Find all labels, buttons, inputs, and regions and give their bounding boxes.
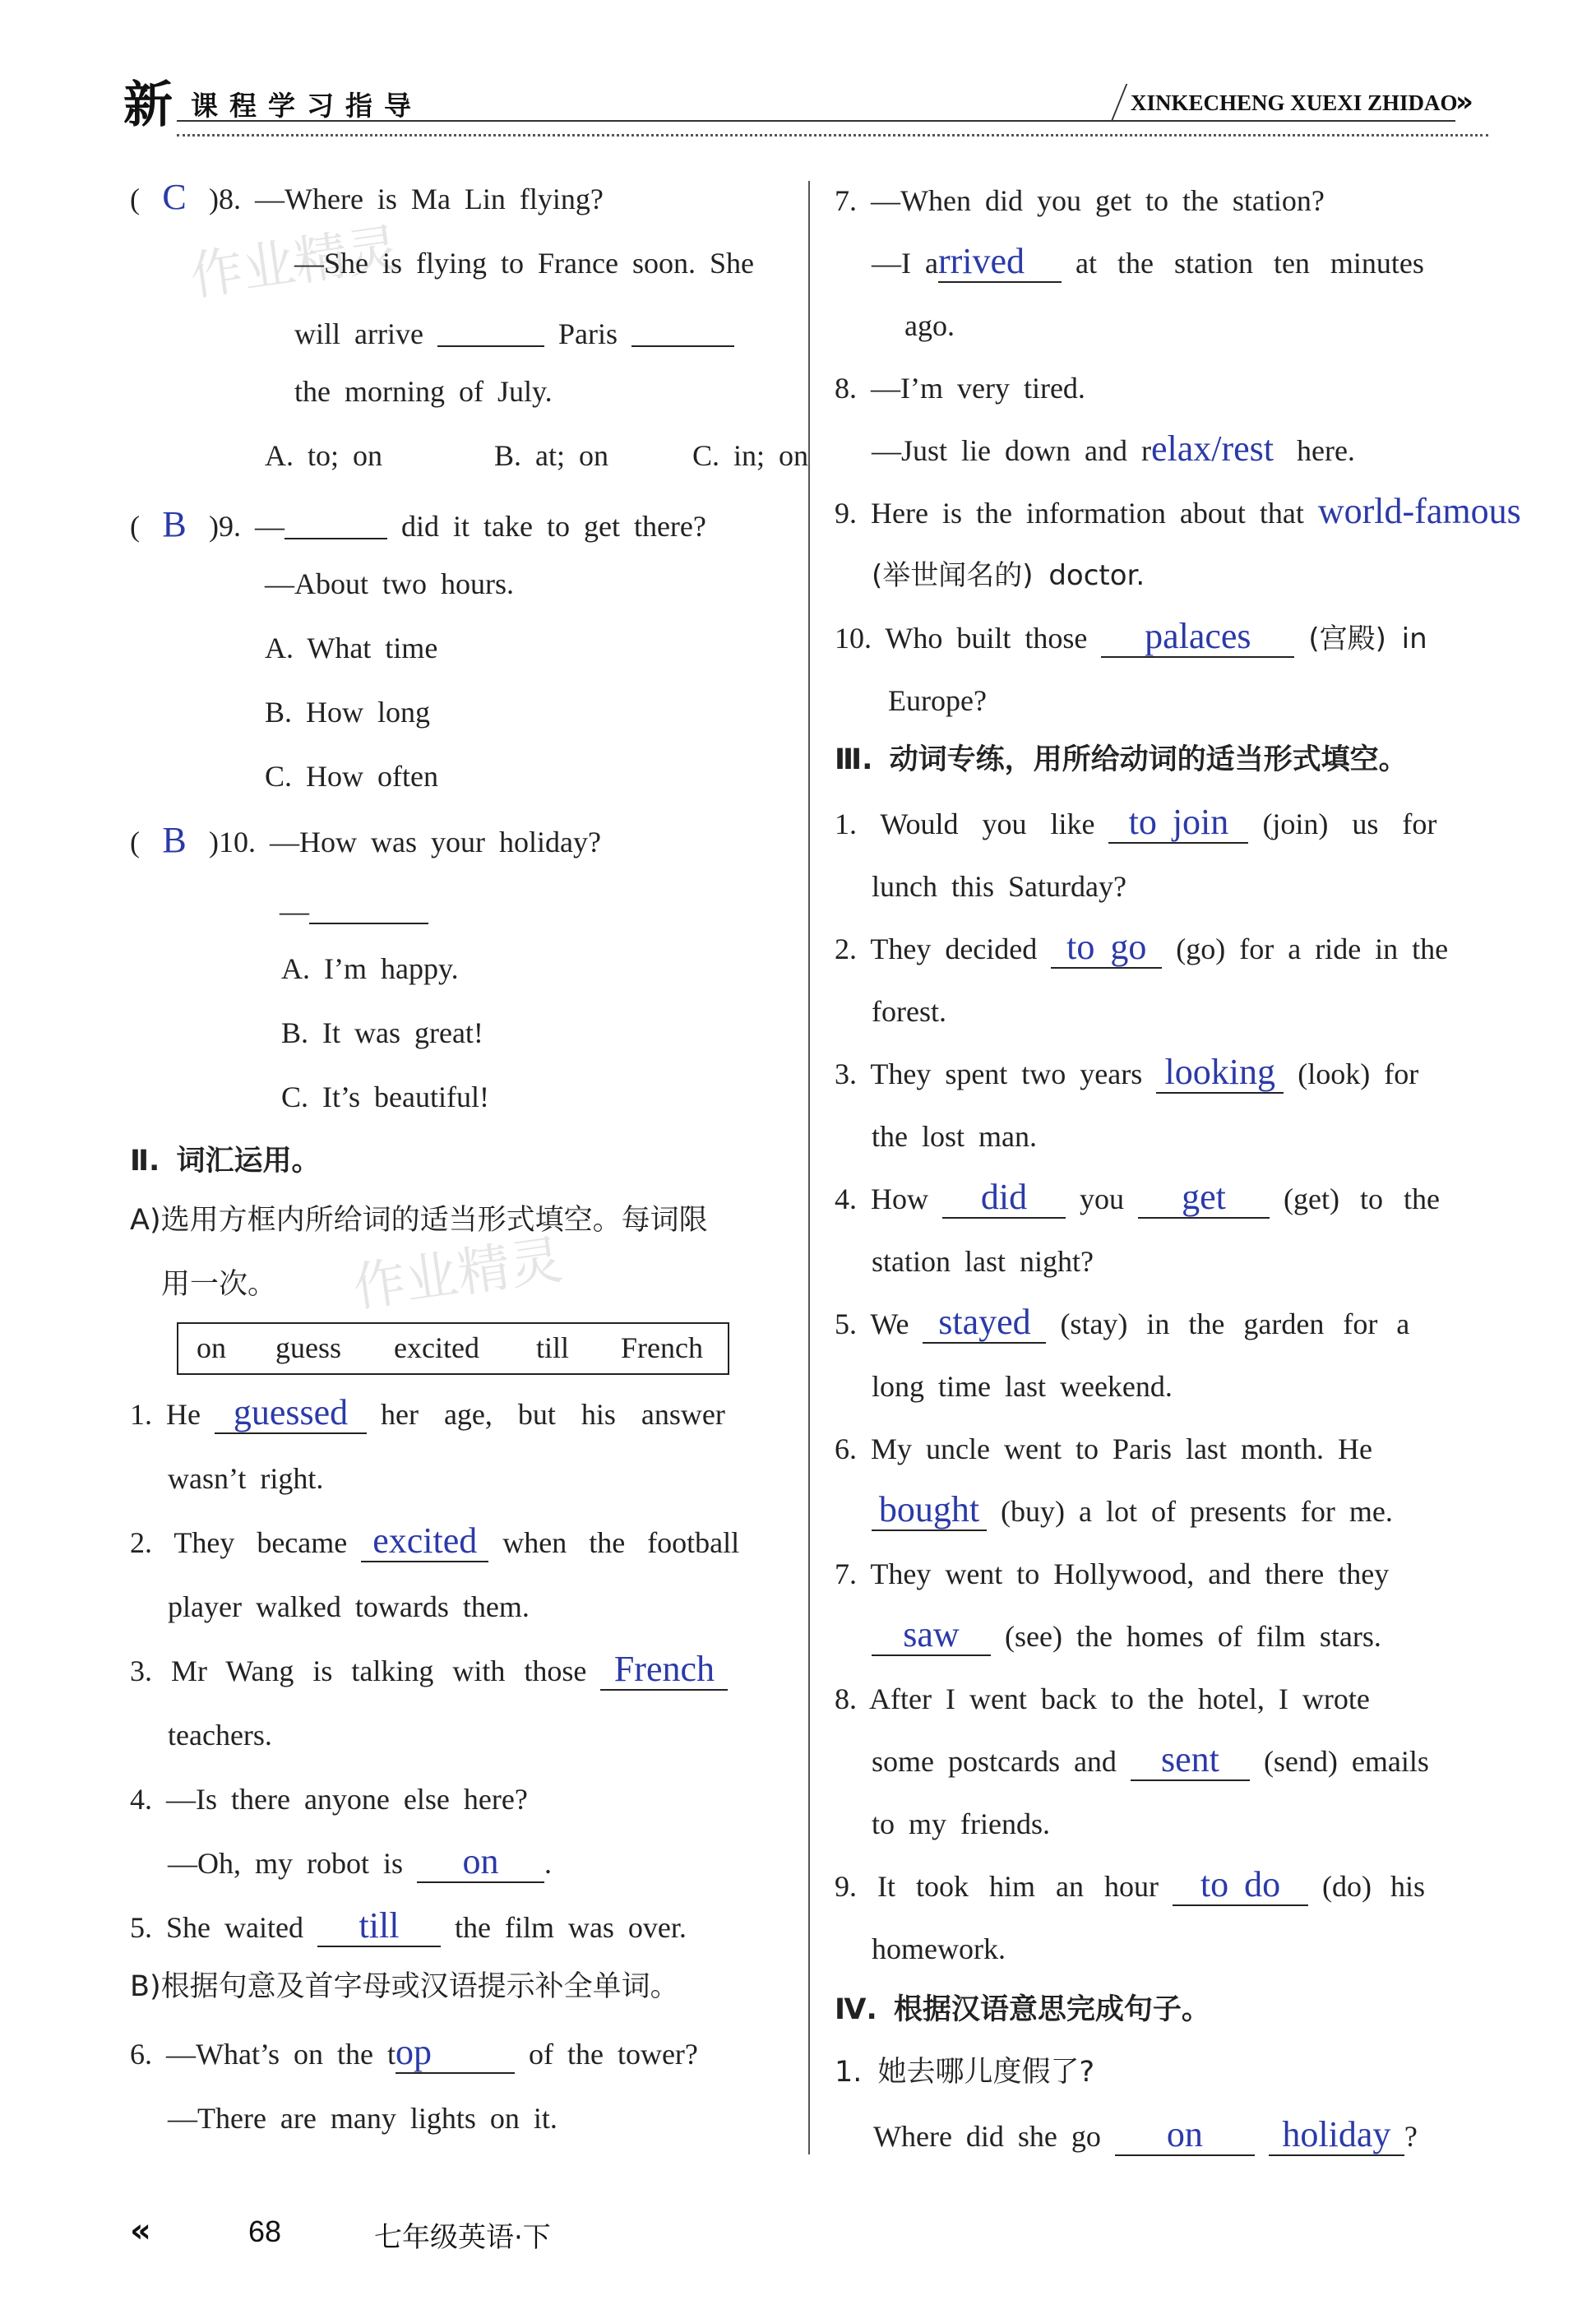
text: 5. She waited [130,1911,303,1944]
blank[interactable] [215,1392,367,1434]
text: (go) for a ride in the [1176,932,1449,965]
text: at the station ten minutes [1075,247,1424,280]
s-item-1: 1. 她去哪儿度假了? [835,2056,1095,2089]
v-item-2-line2: forest. [872,995,946,1028]
question-number: )10. [209,826,256,858]
v-item-5 [835,1302,1410,1342]
part-a-instruction-2: 用一次。 [161,1268,277,1301]
hint-letter: a [925,247,938,280]
part-b-instruction: B)根据句意及首字母或汉语提示补全单词。 [130,1970,679,2003]
text: the film was over. [454,1911,687,1944]
text: (stay) in the garden for a [1060,1307,1410,1340]
question-10-line2 [280,886,428,929]
footer-arrow-icon: « [130,2212,151,2250]
option-b: B. How long [265,696,431,729]
v-item-3-line2: the lost man. [872,1120,1037,1153]
word-box [177,1322,729,1375]
text: 10. Who built those [835,622,1088,655]
answer: to go [1066,927,1147,967]
answer: holiday [1282,2114,1391,2154]
text: (see) the homes of film stars. [1005,1620,1381,1653]
section-3-heading: Ⅲ. 动词专练，用所给动词的适当形式填空。 [835,743,1408,776]
answer: stayed [938,1302,1031,1342]
text: 2. They decided [835,932,1038,965]
header-title-cn: 课程学习指导 [191,90,423,122]
answer: till [359,1905,400,1946]
text: . [544,1847,553,1880]
blank[interactable] [942,1177,1066,1219]
option-a: A. What time [265,632,438,664]
r-item-8: 8. —I’m very tired. [835,372,1085,405]
item-4: 4. —Is there anyone else here? [130,1783,528,1816]
answer: guessed [233,1392,349,1432]
blank[interactable] [872,1489,987,1531]
text: ? [1404,2120,1418,2153]
answer: French [613,1649,715,1689]
question-9 [130,502,706,544]
text: 2. They became [130,1526,348,1559]
section-4-heading: Ⅳ. 根据汉语意思完成句子。 [835,1993,1210,2026]
text: Where did she go [873,2120,1101,2153]
v-item-1-line2: lunch this Saturday? [872,870,1126,903]
blank[interactable] [317,1905,441,1947]
answer: op [395,2032,432,2072]
answer: sent [1160,1739,1219,1779]
blank[interactable] [417,1841,544,1883]
text: — [280,895,309,928]
header-dotted-rule [177,134,1488,137]
answer: palaces [1145,616,1251,656]
v-item-7: 7. They went to Hollywood, and there they [835,1557,1390,1590]
v-item-2 [835,927,1449,967]
question-8-line4: the morning of July. [294,375,553,408]
answer-9: B [162,504,187,544]
paren-open: ( [130,826,140,858]
question-8 [130,179,604,217]
blank[interactable] [1131,1739,1250,1781]
r-item-7-line2 [872,241,1424,281]
item-3 [130,1649,728,1689]
question-number: )9. [209,510,241,543]
answer: did [980,1177,1028,1217]
option-b: B. It was great! [281,1016,483,1049]
item-4-line2 [168,1841,553,1881]
option-c: C. How often [265,760,438,793]
column-divider [808,181,810,2154]
text: 5. We [835,1307,909,1340]
question-number: )8. [209,183,241,215]
text: (send) emails [1263,1745,1429,1778]
watermark: 作业精灵 [186,218,404,308]
answer: bought [878,1489,980,1529]
blank[interactable] [1269,2114,1404,2156]
question-text: —How was your holiday? [270,826,601,858]
blank[interactable] [923,1302,1046,1344]
word-box-item: on [197,1331,226,1364]
answer: excited [372,1520,478,1561]
item-6 [130,2032,698,2072]
r-item-8-line2 [872,428,1355,469]
section-2-heading: Ⅱ. 词汇运用。 [130,1145,321,1178]
text: 9. Here is the information about that [835,497,1304,530]
blank[interactable] [395,2032,515,2074]
v-item-3 [835,1052,1419,1092]
text: (宫殿) in [1308,622,1427,655]
header-title-en: XINKECHENG XUEXI ZHIDAO [1131,90,1458,115]
v-item-5-line2: long time last weekend. [872,1370,1173,1403]
blank[interactable] [1317,491,1528,531]
header-slash [1111,84,1128,122]
hint-letter: t [386,2038,396,2071]
word-box-item: till [536,1331,570,1364]
v-item-8: 8. After I went back to the hotel, I wrote [835,1682,1370,1715]
text: —Oh, my robot is [168,1847,404,1880]
text: some postcards and [872,1745,1117,1778]
text: 4. How [835,1182,928,1215]
text: her age, but his answer [380,1398,725,1431]
text: (get) to the [1284,1182,1440,1215]
r-item-7: 7. —When did you get to the station? [835,184,1325,217]
text: will arrive [294,317,423,350]
word-box-item: guess [275,1331,341,1364]
part-a-instruction: A)选用方框内所给词的适当形式填空。每词限 [130,1204,708,1237]
r-item-10 [835,616,1427,657]
text: 9. It took him an hour [835,1870,1159,1903]
answer-10: B [162,820,187,860]
question-10 [130,822,601,860]
v-item-6: 6. My uncle went to Paris last month. He [835,1432,1372,1465]
text: 3. They spent two years [835,1057,1143,1090]
answer: elax/rest [1150,428,1274,469]
blank[interactable] [285,505,387,539]
footer-grade: 七年级英语·下 [374,2221,551,2254]
blank[interactable] [872,1614,991,1656]
s-item-1-line2 [873,2114,1418,2154]
blank[interactable] [1156,1052,1284,1094]
text: — [255,510,285,543]
text: Paris [557,317,618,350]
answer: on [1166,2114,1203,2154]
text: here. [1296,434,1355,467]
text: 1. He [130,1398,201,1431]
item-2-line2: player walked towards them. [168,1590,530,1623]
v-item-6-line2 [872,1489,1393,1529]
v-item-4 [835,1177,1440,1217]
text: did it take to get there? [401,510,706,543]
v-item-7-line2 [872,1614,1381,1654]
v-item-8-line3: to my friends. [872,1807,1050,1840]
blank[interactable] [361,1520,488,1562]
v-item-1 [835,802,1437,842]
blank[interactable] [937,241,1062,283]
item-1-line2: wasn’t right. [168,1462,324,1495]
text: 1. Would you like [835,808,1095,840]
answer-8: C [162,177,187,217]
item-6-line2: —There are many lights on it. [168,2102,557,2135]
text: you [1080,1182,1124,1215]
text: —I [872,247,911,280]
blank[interactable] [1138,1177,1270,1219]
header-logo: 新 [123,76,173,134]
blank[interactable] [1101,616,1294,658]
word-box-item: French [621,1331,703,1364]
question-8-line3 [294,309,734,352]
v-item-9 [835,1864,1425,1904]
item-3-line2: teachers. [168,1719,272,1752]
paren-open: ( [130,183,140,215]
answer: looking [1164,1052,1275,1092]
header-arrow-icon: » [1455,86,1473,118]
blank[interactable] [600,1649,728,1691]
question-text: —Where is Ma Lin flying? [255,183,604,215]
blank[interactable] [1115,2114,1255,2156]
text: —Just lie down and [872,434,1127,467]
v-item-8-line2 [872,1739,1429,1779]
text: of the tower? [528,2038,698,2071]
blank[interactable] [1173,1864,1308,1906]
answer: rrived [937,241,1025,281]
blank[interactable] [631,312,734,347]
r-item-9 [835,491,1528,531]
v-item-9-line2: homework. [872,1932,1006,1965]
r-item-10-line2: Europe? [888,684,987,717]
blank[interactable] [309,890,428,924]
item-2 [130,1520,740,1561]
blank[interactable] [437,312,544,347]
answer: to do [1200,1864,1281,1904]
text: (join) us for [1262,808,1437,840]
page-number: 68 [248,2214,282,2248]
answer: get [1182,1177,1226,1217]
blank[interactable] [1150,428,1283,469]
item-1 [130,1392,725,1432]
answer: saw [903,1614,960,1654]
answer: world-famous [1317,491,1521,531]
option-a: A. I’m happy. [281,952,459,985]
answer: on [462,1841,499,1881]
text: 6. —What’s on the [130,2038,373,2071]
blank[interactable] [1051,927,1162,969]
question-8-options: A. to; on B. at; on C. in; on [265,439,809,472]
text: (do) his [1321,1870,1425,1903]
r-item-9-line2: (举世闻名的) doctor. [872,559,1145,592]
text: (buy) a lot of presents for me. [1001,1495,1393,1528]
text: (look) for [1298,1057,1419,1090]
option-c: C. It’s beautiful! [281,1081,489,1113]
text: 3. Mr Wang is talking with those [130,1654,587,1687]
question-9-line2: —About two hours. [265,567,514,600]
r-item-7-line3: ago. [904,309,955,342]
v-item-4-line2: station last night? [872,1245,1094,1278]
hint-letter: r [1140,434,1151,467]
text: when the football [502,1526,740,1559]
paren-open: ( [130,510,140,543]
header-rule [177,120,1455,122]
question-8-line2: —She is flying to France soon. She [294,247,754,280]
answer: to join [1128,802,1229,842]
blank[interactable] [1108,802,1248,844]
item-5 [130,1905,687,1946]
watermark: 作业精灵 [349,1229,567,1320]
word-box-item: excited [394,1331,479,1364]
